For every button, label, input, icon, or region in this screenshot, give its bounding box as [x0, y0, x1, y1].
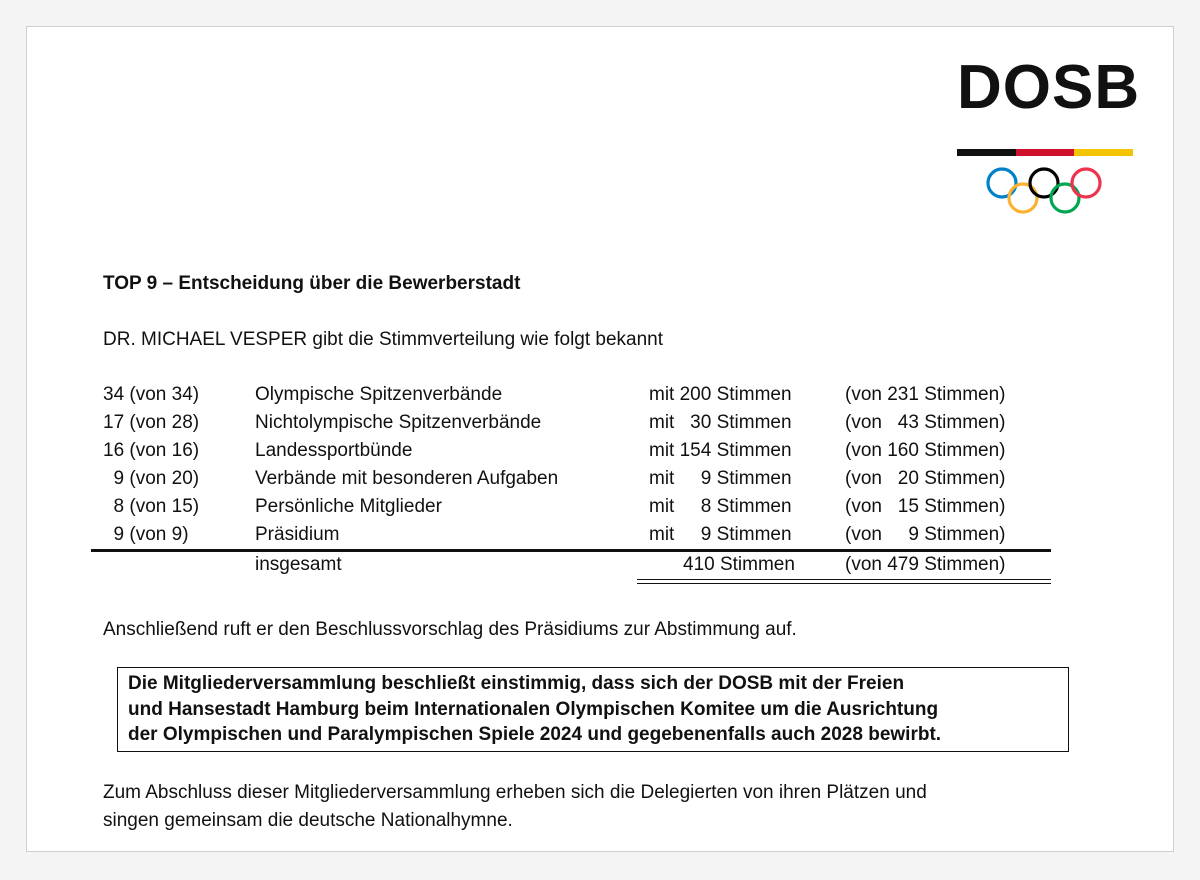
dosb-logo: [957, 53, 1141, 203]
votes-cast: mit 8 Stimmen: [649, 496, 792, 517]
member-group: Olympische Spitzenverbände: [255, 384, 503, 405]
logo-text: DOSB: [957, 53, 1141, 122]
flag-stripe-black: [957, 149, 1016, 156]
member-count: 9 (von 9): [103, 524, 189, 545]
votes-possible: (von 15 Stimmen): [845, 496, 1006, 517]
votes-cast: mit 154 Stimmen: [649, 440, 792, 461]
table-row: [27, 412, 1127, 440]
votes-cast: mit 9 Stimmen: [649, 524, 792, 545]
member-group: Nichtolympische Spitzenverbände: [255, 412, 542, 433]
table-row: [27, 440, 1127, 468]
closing-line: singen gemeinsam die deutsche Nationalhymne.: [103, 810, 513, 831]
votes-possible: (von 9 Stimmen): [845, 524, 1006, 545]
total-double-rule: [637, 579, 1051, 584]
total-votes: 410 Stimmen: [683, 554, 795, 575]
member-group: Landessportbünde: [255, 440, 413, 461]
flag-stripe-red: [1016, 149, 1075, 156]
total-possible: (von 479 Stimmen): [845, 554, 1006, 575]
olympic-rings-icon: [985, 165, 1109, 225]
resolution-line: Die Mitgliederversammlung beschließt einstimmig, dass sich der DOSB mit der Freien: [128, 673, 905, 694]
intro-text: DR. MICHAEL VESPER gibt die Stimmverteilung wie folgt bekannt: [103, 329, 664, 350]
table-row: [27, 384, 1127, 412]
votes-possible: (von 43 Stimmen): [845, 412, 1006, 433]
votes-possible: (von 20 Stimmen): [845, 468, 1006, 489]
flag-bar: [957, 149, 1133, 156]
table-rule: [91, 549, 1051, 552]
member-count: 9 (von 20): [103, 468, 200, 489]
member-group: Verbände mit besonderen Aufgaben: [255, 468, 559, 489]
total-label: insgesamt: [255, 554, 342, 575]
section-heading: TOP 9 – Entscheidung über die Bewerberstadt: [103, 273, 521, 294]
votes-possible: (von 231 Stimmen): [845, 384, 1006, 405]
resolution-line: der Olympischen und Paralympischen Spiele 2024 und gegebenenfalls auch 2028 bewirbt.: [128, 724, 942, 745]
after-text: Anschließend ruft er den Beschlussvorschlag des Präsidiums zur Abstimmung auf.: [103, 619, 797, 640]
table-row: [27, 524, 1127, 552]
table-row: [27, 496, 1127, 524]
votes-cast: mit 200 Stimmen: [649, 384, 792, 405]
votes-cast: mit 9 Stimmen: [649, 468, 792, 489]
member-group: Persönliche Mitglieder: [255, 496, 442, 517]
total-row: [27, 554, 1127, 582]
member-count: 16 (von 16): [103, 440, 200, 461]
votes-possible: (von 160 Stimmen): [845, 440, 1006, 461]
closing-line: Zum Abschluss dieser Mitgliederversammlung erheben sich die Delegierten von ihren Plätzen und: [103, 782, 927, 803]
votes-cast: mit 30 Stimmen: [649, 412, 792, 433]
member-count: 34 (von 34): [103, 384, 200, 405]
resolution-line: und Hansestadt Hamburg beim Internationalen Olympischen Komitee um die Ausrichtung: [128, 698, 939, 720]
table-row: [27, 468, 1127, 496]
member-count: 8 (von 15): [103, 496, 200, 517]
flag-stripe-gold: [1074, 149, 1133, 156]
resolution-box: [117, 667, 1069, 752]
document-page: [26, 26, 1174, 852]
closing-text: [103, 779, 1103, 835]
member-count: 17 (von 28): [103, 412, 200, 433]
member-group: Präsidium: [255, 524, 340, 545]
